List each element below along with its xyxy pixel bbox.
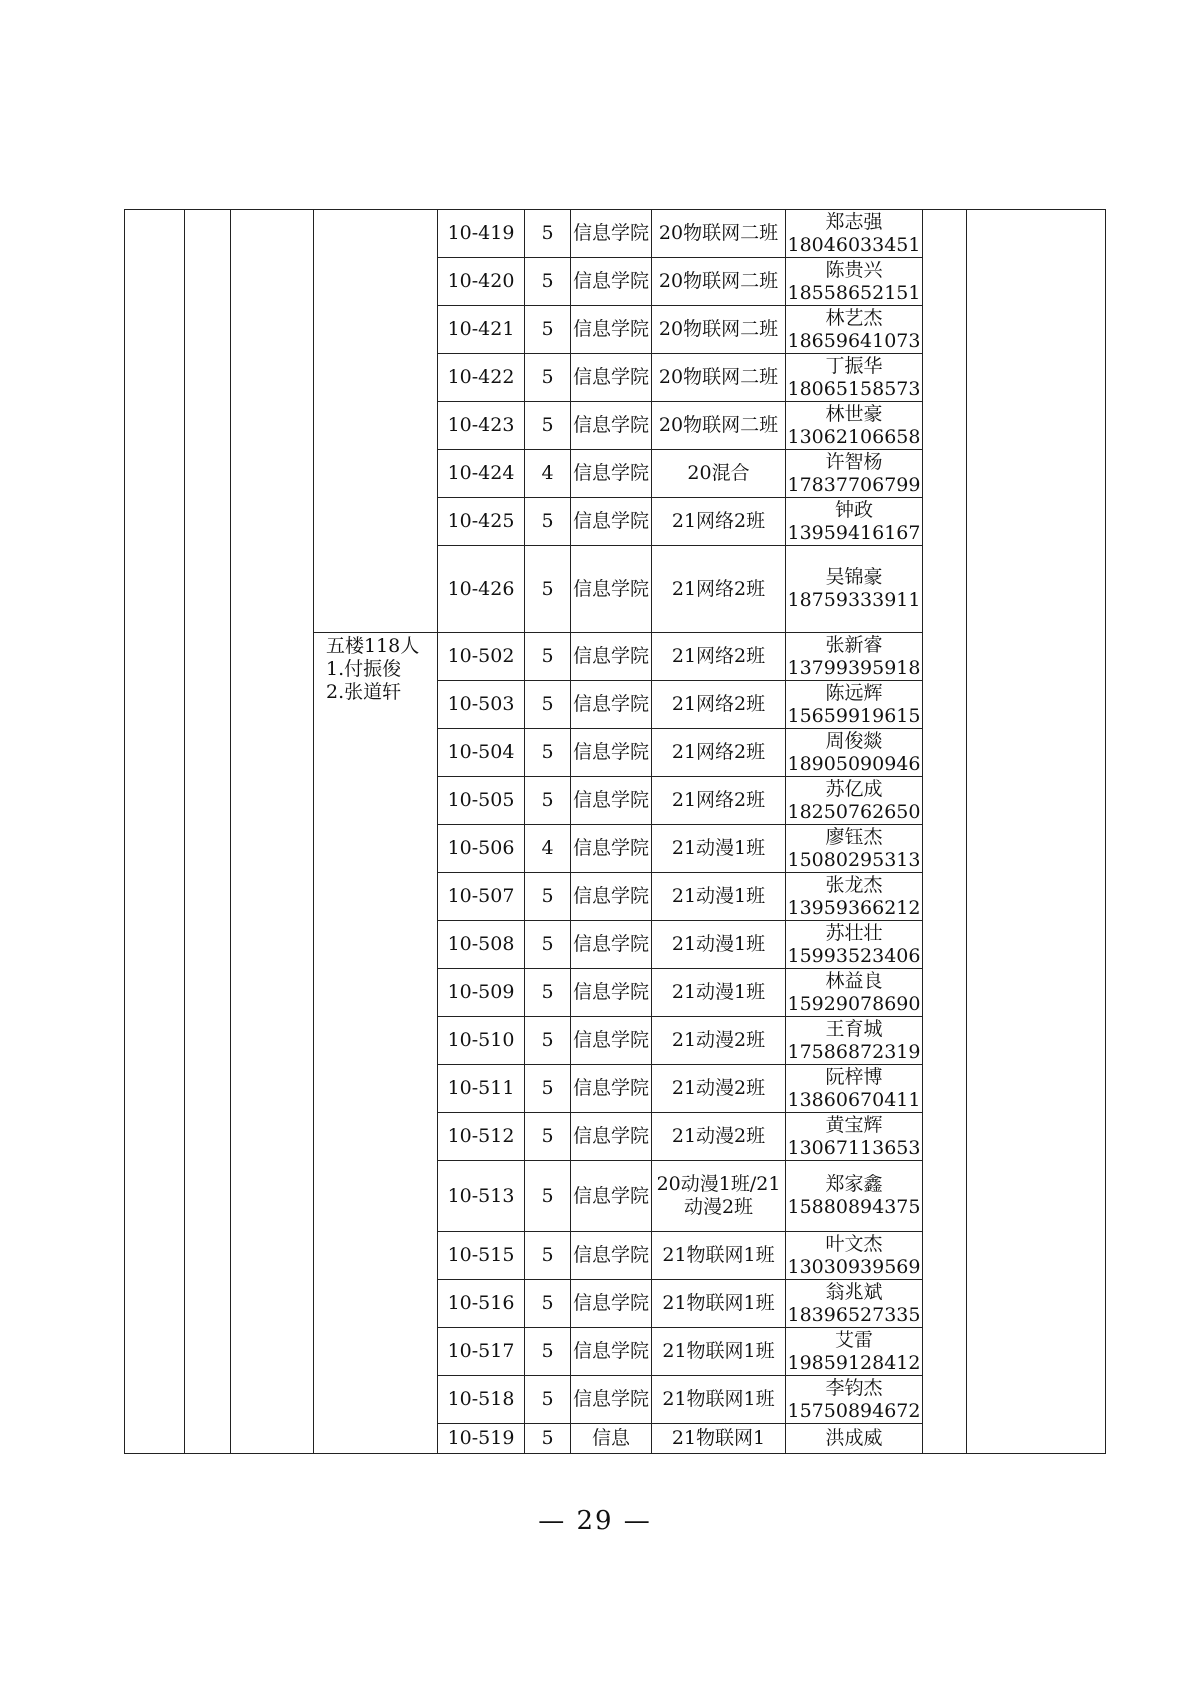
contact-name: 丁振华 (825, 354, 883, 377)
college-cell: 信息学院 (571, 969, 652, 1017)
floor-group-title: 五楼118人 (326, 635, 420, 657)
class-cell: 21物联网1班 (652, 1376, 786, 1424)
class-cell: 20物联网二班 (652, 258, 786, 306)
room-number-cell: 10-517 (438, 1328, 525, 1376)
occupant-count-cell: 5 (525, 969, 571, 1017)
college-cell: 信息学院 (571, 306, 652, 354)
room-number-cell: 10-503 (438, 681, 525, 729)
contact-name: 廖钰杰 (825, 825, 883, 848)
class-cell: 20动漫1班/21动漫2班 (652, 1161, 786, 1232)
class-cell: 21物联网1班 (652, 1328, 786, 1376)
occupant-count-cell: 4 (525, 825, 571, 873)
contact-cell (786, 1161, 923, 1232)
contact-cell (786, 729, 923, 777)
occupant-count-cell: 5 (525, 633, 571, 681)
contact-cell (786, 450, 923, 498)
contact-phone: 18396527335 (787, 1303, 921, 1326)
contact-phone: 13860670411 (787, 1088, 921, 1111)
room-number-cell: 10-510 (438, 1017, 525, 1065)
occupant-count-cell: 5 (525, 873, 571, 921)
table-body (125, 210, 1106, 1454)
class-cell: 20物联网二班 (652, 402, 786, 450)
contact-cell (786, 1424, 923, 1454)
contact-name: 叶文杰 (825, 1232, 883, 1255)
class-cell: 21物联网1班 (652, 1232, 786, 1280)
occupant-count-cell: 5 (525, 729, 571, 777)
room-number-cell: 10-419 (438, 210, 525, 258)
contact-cell (786, 1328, 923, 1376)
blank-col-11 (967, 210, 1106, 1454)
college-cell: 信息学院 (571, 873, 652, 921)
contact-phone: 13067113653 (787, 1136, 921, 1159)
contact-name: 李钧杰 (825, 1376, 883, 1399)
page-number: — 29 — (538, 1506, 652, 1536)
occupant-count-cell: 5 (525, 402, 571, 450)
contact-phone: 15659919615 (787, 704, 921, 727)
contact-name: 王育城 (825, 1017, 883, 1040)
contact-phone: 18759333911 (787, 589, 921, 611)
contact-phone: 18046033451 (787, 233, 921, 256)
college-cell: 信息学院 (571, 633, 652, 681)
contact-name: 周俊燚 (825, 729, 883, 752)
room-number-cell: 10-507 (438, 873, 525, 921)
contact-cell (786, 210, 923, 258)
contact-name: 钟政 (834, 498, 873, 521)
contact-phone: 17837706799 (787, 473, 921, 496)
contact-name: 陈远辉 (825, 681, 883, 704)
occupant-count-cell: 5 (525, 921, 571, 969)
occupant-count-cell: 4 (525, 450, 571, 498)
college-cell: 信息 (571, 1424, 652, 1454)
room-number-cell: 10-513 (438, 1161, 525, 1232)
class-cell: 21动漫2班 (652, 1065, 786, 1113)
room-number-cell: 10-509 (438, 969, 525, 1017)
room-number-cell: 10-512 (438, 1113, 525, 1161)
occupant-count-cell: 5 (525, 306, 571, 354)
class-cell: 20物联网二班 (652, 354, 786, 402)
occupant-count-cell: 5 (525, 1328, 571, 1376)
contact-cell (786, 777, 923, 825)
contact-phone: 13959416167 (787, 521, 921, 544)
contact-phone: 13062106658 (787, 425, 921, 448)
college-cell: 信息学院 (571, 498, 652, 546)
college-cell: 信息学院 (571, 402, 652, 450)
occupant-count-cell: 5 (525, 498, 571, 546)
class-cell: 21网络2班 (652, 498, 786, 546)
contact-phone: 18659641073 (787, 329, 921, 352)
class-cell: 21物联网1班 (652, 1280, 786, 1328)
class-cell: 21动漫1班 (652, 969, 786, 1017)
contact-name: 郑志强 (825, 210, 883, 233)
contact-cell (786, 1376, 923, 1424)
room-number-cell: 10-515 (438, 1232, 525, 1280)
college-cell: 信息学院 (571, 1376, 652, 1424)
class-cell: 20物联网二班 (652, 210, 786, 258)
room-number-cell: 10-420 (438, 258, 525, 306)
room-number-cell: 10-424 (438, 450, 525, 498)
college-cell: 信息学院 (571, 258, 652, 306)
contact-name: 吴锦豪 (825, 566, 883, 588)
college-cell: 信息学院 (571, 1161, 652, 1232)
college-cell: 信息学院 (571, 729, 652, 777)
room-number-cell: 10-508 (438, 921, 525, 969)
contact-cell (786, 825, 923, 873)
contact-cell (786, 1017, 923, 1065)
floor-leader-2: 2.张道轩 (326, 681, 402, 703)
college-cell: 信息学院 (571, 1065, 652, 1113)
contact-cell (786, 1232, 923, 1280)
occupant-count-cell: 5 (525, 258, 571, 306)
occupant-count-cell: 5 (525, 1424, 571, 1454)
contact-cell (786, 633, 923, 681)
college-cell: 信息学院 (571, 1280, 652, 1328)
college-cell: 信息学院 (571, 681, 652, 729)
class-cell: 21网络2班 (652, 777, 786, 825)
floor-leader-1: 1.付振俊 (326, 658, 402, 680)
contact-name: 阮梓博 (825, 1065, 883, 1088)
dorm-roster-table (124, 209, 1106, 1454)
room-number-cell: 10-519 (438, 1424, 525, 1454)
contact-cell (786, 354, 923, 402)
contact-name: 苏亿成 (825, 777, 883, 800)
contact-phone: 13799395918 (787, 656, 921, 679)
contact-name: 林艺杰 (825, 306, 883, 329)
contact-name: 林世豪 (825, 402, 883, 425)
college-cell: 信息学院 (571, 1328, 652, 1376)
occupant-count-cell: 5 (525, 210, 571, 258)
college-cell: 信息学院 (571, 1232, 652, 1280)
occupant-count-cell: 5 (525, 354, 571, 402)
contact-cell (786, 306, 923, 354)
contact-cell (786, 1065, 923, 1113)
room-number-cell: 10-423 (438, 402, 525, 450)
contact-phone: 13959366212 (787, 896, 921, 919)
occupant-count-cell: 5 (525, 1065, 571, 1113)
blank-col-2 (185, 210, 231, 1454)
contact-phone: 19859128412 (787, 1351, 921, 1374)
class-cell: 21动漫2班 (652, 1113, 786, 1161)
contact-phone: 13030939569 (787, 1255, 921, 1278)
occupant-count-cell: 5 (525, 1280, 571, 1328)
contact-cell (786, 921, 923, 969)
blank-col-10 (923, 210, 967, 1454)
contact-phone: 15993523406 (787, 944, 921, 967)
contact-phone: 18065158573 (787, 377, 921, 400)
college-cell: 信息学院 (571, 210, 652, 258)
contact-phone: 15929078690 (787, 992, 921, 1015)
college-cell: 信息学院 (571, 777, 652, 825)
contact-name: 黄宝辉 (825, 1113, 883, 1136)
blank-col-3 (231, 210, 314, 1454)
class-cell: 21物联网1 (652, 1424, 786, 1454)
floor-cell-upper (314, 210, 438, 633)
contact-phone: 18905090946 (787, 752, 921, 775)
contact-name: 林益良 (825, 969, 883, 992)
contact-cell (786, 258, 923, 306)
class-cell: 21动漫1班 (652, 825, 786, 873)
contact-name: 郑家鑫 (825, 1173, 883, 1195)
contact-phone: 15080295313 (787, 848, 921, 871)
class-cell: 21动漫1班 (652, 921, 786, 969)
room-number-cell: 10-421 (438, 306, 525, 354)
room-number-cell: 10-502 (438, 633, 525, 681)
contact-name: 洪成威 (825, 1427, 883, 1449)
occupant-count-cell: 5 (525, 546, 571, 633)
room-number-cell: 10-504 (438, 729, 525, 777)
class-cell: 20混合 (652, 450, 786, 498)
class-cell: 21网络2班 (652, 633, 786, 681)
occupant-count-cell: 5 (525, 777, 571, 825)
room-number-cell: 10-505 (438, 777, 525, 825)
contact-name: 许智杨 (825, 450, 883, 473)
contact-cell (786, 681, 923, 729)
table-row (125, 210, 1106, 258)
occupant-count-cell: 5 (525, 1113, 571, 1161)
occupant-count-cell: 5 (525, 1017, 571, 1065)
occupant-count-cell: 5 (525, 1232, 571, 1280)
class-cell: 20物联网二班 (652, 306, 786, 354)
college-cell: 信息学院 (571, 1113, 652, 1161)
class-cell: 21动漫2班 (652, 1017, 786, 1065)
class-cell: 21网络2班 (652, 546, 786, 633)
contact-phone: 15750894672 (787, 1399, 921, 1422)
contact-cell (786, 1113, 923, 1161)
college-cell: 信息学院 (571, 450, 652, 498)
room-number-cell: 10-506 (438, 825, 525, 873)
room-number-cell: 10-426 (438, 546, 525, 633)
contact-cell (786, 873, 923, 921)
contact-phone: 18558652151 (787, 281, 921, 304)
room-number-cell: 10-511 (438, 1065, 525, 1113)
class-cell: 21动漫1班 (652, 873, 786, 921)
room-number-cell: 10-425 (438, 498, 525, 546)
contact-name: 张龙杰 (825, 873, 883, 896)
floor-group-cell (314, 633, 438, 1454)
college-cell: 信息学院 (571, 1017, 652, 1065)
occupant-count-cell: 5 (525, 1376, 571, 1424)
contact-cell (786, 1280, 923, 1328)
contact-phone: 15880894375 (787, 1196, 921, 1218)
class-cell: 21网络2班 (652, 681, 786, 729)
room-number-cell: 10-516 (438, 1280, 525, 1328)
contact-cell (786, 498, 923, 546)
college-cell: 信息学院 (571, 546, 652, 633)
contact-name: 陈贵兴 (825, 258, 883, 281)
contact-phone: 17586872319 (787, 1040, 921, 1063)
contact-name: 苏壮壮 (825, 921, 883, 944)
occupant-count-cell: 5 (525, 681, 571, 729)
contact-name: 张新睿 (825, 633, 883, 656)
room-number-cell: 10-518 (438, 1376, 525, 1424)
contact-cell (786, 402, 923, 450)
contact-name: 翁兆斌 (825, 1280, 883, 1303)
blank-col-1 (125, 210, 185, 1454)
college-cell: 信息学院 (571, 921, 652, 969)
college-cell: 信息学院 (571, 825, 652, 873)
class-cell: 21网络2班 (652, 729, 786, 777)
contact-cell (786, 969, 923, 1017)
contact-phone: 18250762650 (787, 800, 921, 823)
contact-name: 艾雷 (834, 1328, 873, 1351)
college-cell: 信息学院 (571, 354, 652, 402)
room-number-cell: 10-422 (438, 354, 525, 402)
occupant-count-cell: 5 (525, 1161, 571, 1232)
contact-cell (786, 546, 923, 633)
